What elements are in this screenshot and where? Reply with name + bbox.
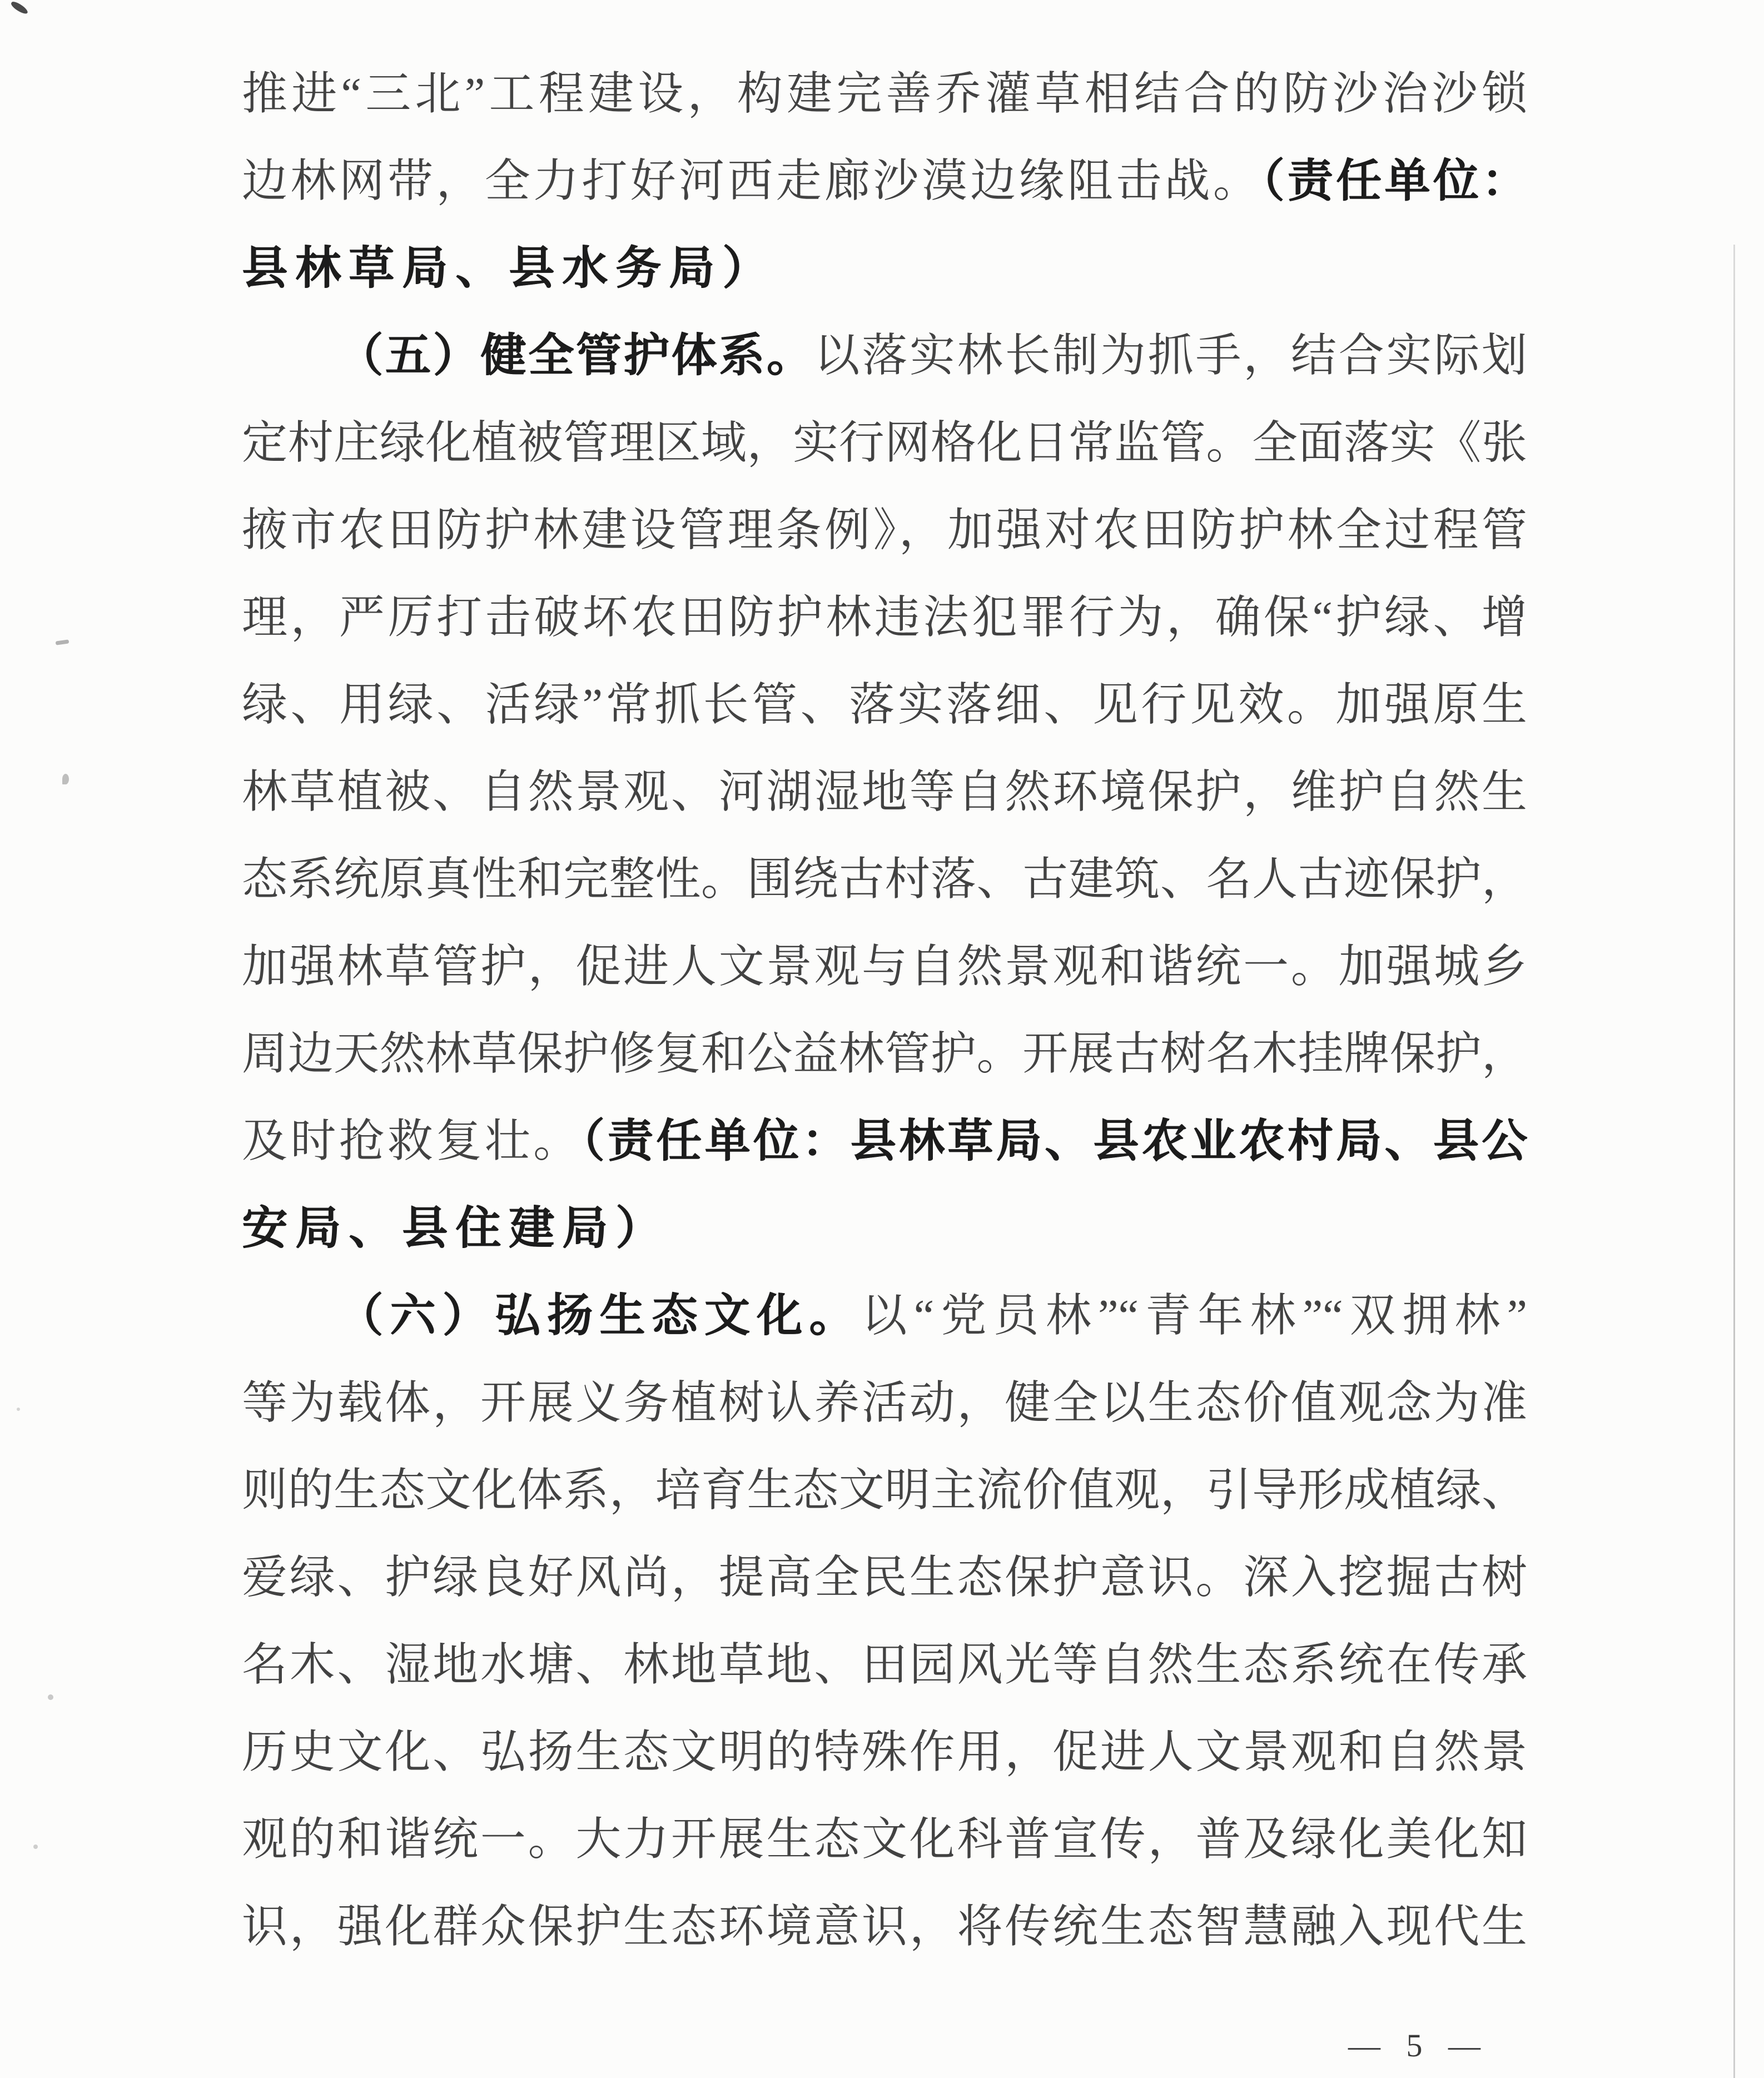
text-line: [242, 1796, 1527, 1883]
text-segment: 掖市农田防护林建设管理条例》，加强对农田防护林全过程管: [242, 505, 1527, 555]
text-segment: 县林草局、县水务局）: [242, 243, 776, 294]
text-line: [242, 312, 1527, 399]
text-line: [242, 1359, 1527, 1446]
text-segment: 态系统原真性和完整性。围绕古村落、古建筑、名人古迹保护，: [242, 854, 1527, 904]
text-line: [242, 661, 1527, 748]
text-segment: （责任单位：: [1261, 156, 1527, 206]
text-segment: 以落实林长制为抓手，结合实际划: [814, 330, 1527, 381]
text-segment: 理，严厉打击破坏农田防护林违法犯罪行为，确保“护绿、增: [242, 592, 1527, 643]
text-line: [242, 1534, 1527, 1621]
text-segment: 名木、湿地水塘、林地草地、田园风光等自然生态系统在传承: [242, 1639, 1527, 1690]
text-segment: （责任单位：县林草局、县农业农村局、县公: [582, 1116, 1527, 1166]
text-segment: 安局、县住建局）: [242, 1203, 669, 1254]
text-line: [242, 1272, 1527, 1359]
text-line: [242, 1883, 1527, 1970]
text-line: [242, 1010, 1527, 1097]
page-number: — 5 —: [1348, 2027, 1489, 2064]
text-line: [242, 748, 1527, 836]
document-body: [242, 50, 1527, 1970]
text-line: [242, 574, 1527, 661]
text-segment: 加强林草管护，促进人文景观与自然景观和谐统一。加强城乡: [242, 941, 1527, 992]
text-segment: 林草植被、自然景观、河湖湿地等自然环境保护，维护自然生: [242, 767, 1527, 817]
text-line: [242, 137, 1527, 225]
scan-corner-artifact: [9, 0, 29, 16]
text-segment: （六）弘扬生态文化。: [337, 1290, 862, 1341]
scan-speck: [62, 774, 69, 784]
text-line: [242, 1185, 1527, 1272]
text-line: [242, 399, 1527, 486]
scan-speck: [48, 1694, 53, 1700]
text-segment: 及时抢救复壮。: [242, 1116, 582, 1166]
text-line: [242, 225, 1527, 312]
text-line: [242, 923, 1527, 1010]
scan-edge-line-artifact: [1733, 245, 1735, 2078]
text-segment: 识，强化群众保护生态环境意识，将传统生态智慧融入现代生: [242, 1901, 1527, 1952]
text-segment: 周边天然林草保护修复和公益林管护。开展古树名木挂牌保护，: [242, 1028, 1527, 1079]
scan-speck: [17, 1408, 20, 1411]
text-segment: 等为载体，开展义务植树认养活动，健全以生态价值观念为准: [242, 1378, 1527, 1428]
scan-speck: [56, 639, 69, 645]
text-line: [242, 1446, 1527, 1534]
text-segment: 观的和谐统一。大力开展生态文化科普宣传，普及绿化美化知: [242, 1814, 1527, 1865]
scan-speck: [33, 1845, 38, 1849]
text-segment: 以“党员林”“青年林”“双拥林”: [861, 1290, 1527, 1341]
text-segment: 推进“三北”工程建设，构建完善乔灌草相结合的防沙治沙锁: [242, 68, 1527, 119]
text-line: [242, 1708, 1527, 1796]
text-segment: 边林网带，全力打好河西走廊沙漠边缘阻击战。: [242, 156, 1262, 206]
text-line: [242, 1621, 1527, 1708]
text-segment: 定村庄绿化植被管理区域，实行网格化日常监管。全面落实《张: [242, 417, 1527, 468]
text-line: [242, 486, 1527, 574]
text-segment: （五）健全管护体系。: [337, 330, 814, 381]
text-line: [242, 836, 1527, 923]
text-segment: 历史文化、弘扬生态文明的特殊作用，促进人文景观和自然景: [242, 1727, 1527, 1777]
text-line: [242, 50, 1527, 137]
text-segment: 爱绿、护绿良好风尚，提高全民生态保护意识。深入挖掘古树: [242, 1552, 1527, 1603]
text-segment: 绿、用绿、活绿”常抓长管、落实落细、见行见效。加强原生: [242, 679, 1527, 730]
text-line: [242, 1097, 1527, 1185]
text-segment: 则的生态文化体系，培育生态文明主流价值观，引导形成植绿、: [242, 1465, 1527, 1515]
